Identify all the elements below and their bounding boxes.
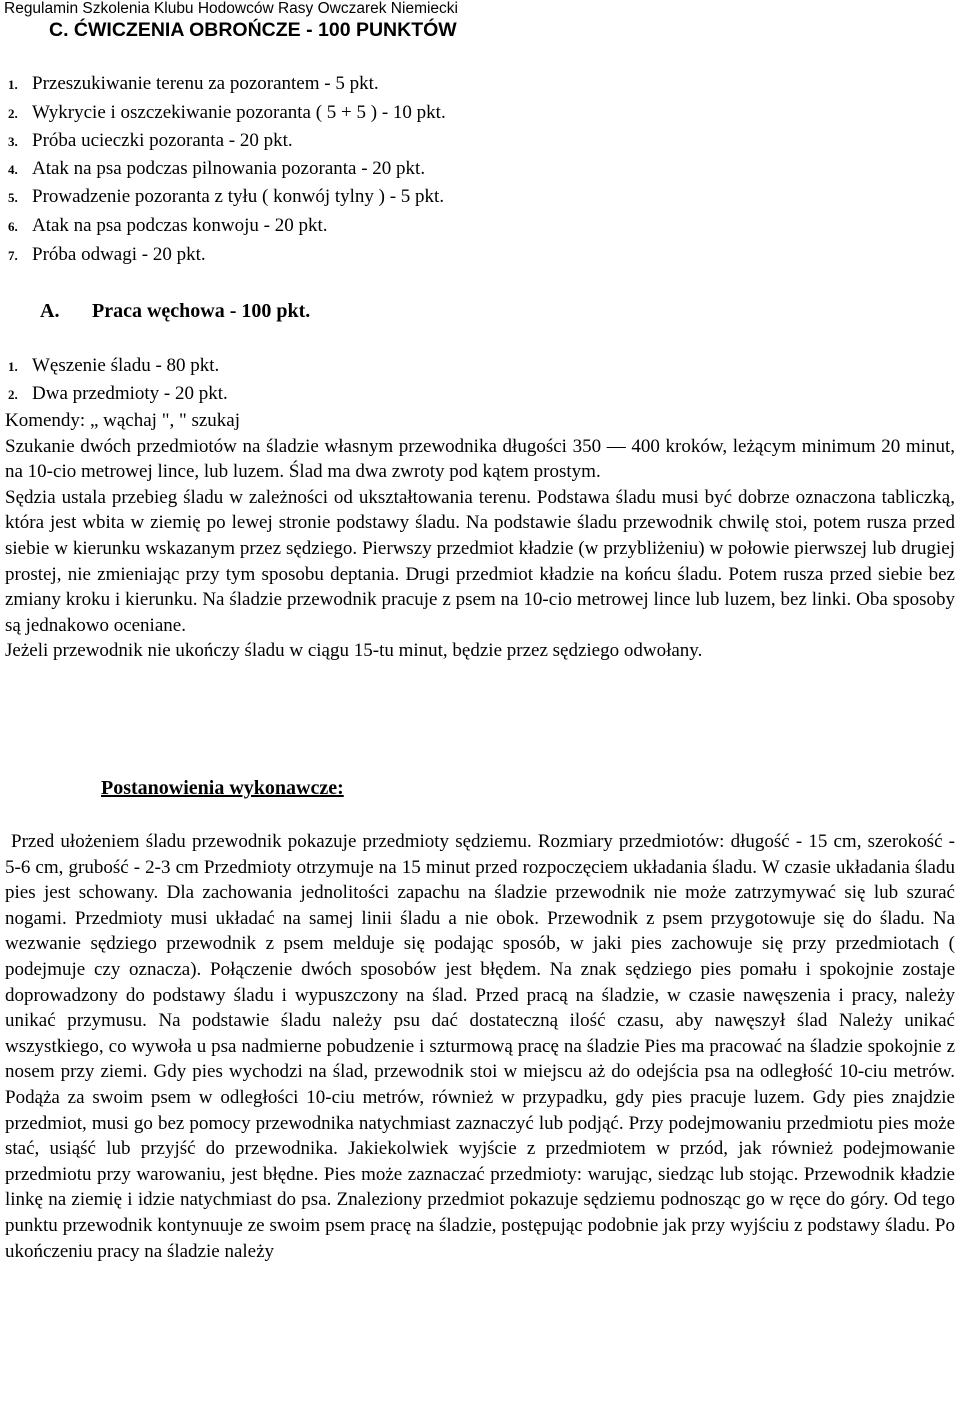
paragraph: Przed ułożeniem śladu przewodnik pokazuje przedmioty sędziemu. Rozmiary przedmiotów: długość - 15 cm, szerokość - 5-6 cm, grubość - 2-3 cm Przedmioty otrzymuje na 15 minut przed rozpoczęciem układania śladu. W czasie układania śladu pies jest schowany. Dla zachowania jednolitości zapachu na śladzie przewodnik nie może zatrzymywać się lub szurać nogami. Przedmioty musi układać na samej linii śladu a nie obok. Przewodnik z psem przygotowuje się do śladu. Na wezwanie sędziego przewodnik z psem melduje się podając sposób, w jaki pies zachowuje się przy przedmiotach ( podejmuje czy oznacza). Połączenie dwóch sposobów jest błędem. Na znak sędziego pies pomału i spokojnie zostaje doprowadzony do podstawy śladu i wypuszczony na ślad. Przed pracą na śladzie, w czasie nawęszenia i pracy, należy unikać przymusu. Na podstawie śladu należy psu dać dostateczną ilość czasu, aby nawęszył ślad Należy unikać wszystkiego, co wywoła u psa nadmierne pobudzenie i szturmową pracę na śladzie Pies ma pracować na śladzie spokojnie z nosem przy ziemi. Gdy pies wychodzi na ślad, przewodnik stoi w miejscu aż do odejścia psa na odległość 10-ciu metrów. Podąża za swoim psem w odległości 10-ciu metrów, również w przypadku, gdy pies pracuje luzem. Gdy pies znajdzie przedmiot, musi go bez pomocy przewodnika natychmiast zaznaczyć lub podjąć. Przy podejmowaniu przedmiotu pies może stać, usiąść lub przyjść do przewodnika. Jakiekolwiek wyjście z przedmiotem w przód, jak również podejmowanie przedmiotu przy warowaniu, jest błędne. Pies może zaznaczać przedmioty: warując, siedząc lub stojąc. Przewodnik kładzie linkę na ziemię i idzie natychmiast do psa. Znaleziony przedmiot pokazuje sędziemu podnosząc go w ręce do góry. Od tego punktu przewodnik kontynuuje ze swoim psem pracę na śladzie, postępując podobnie jak przy wyjściu z podstawy śladu. Po ukończeniu pracy na śladzie należy bbox=[5, 831, 955, 1262]
list-item: 5. Prowadzenie pozoranta z tyłu ( konwój tylny ) - 5 pkt. bbox=[8, 186, 445, 207]
section-a-body bbox=[5, 408, 955, 664]
commands-line: Komendy: „ wąchaj ", " szukaj bbox=[5, 410, 240, 431]
running-header: Regulamin Szkolenia Klubu Hodowców Rasy Owczarek Niemiecki bbox=[4, 0, 458, 17]
postanowienia-body bbox=[5, 829, 955, 1264]
postanowienia-heading: Postanowienia wykonawcze: bbox=[101, 777, 344, 799]
paragraph: Jeżeli przewodnik nie ukończy śladu w ciągu 15-tu minut, będzie przez sędziego odwołany. bbox=[5, 640, 703, 662]
section-a-heading bbox=[40, 298, 310, 324]
section-a-letter: A. bbox=[40, 300, 60, 322]
list-item: 1. Przeszukiwanie terenu za pozorantem - 5 pkt. bbox=[8, 73, 379, 94]
list-item: 2. Wykrycie i oszczekiwanie pozoranta ( 5 + 5 ) - 10 pkt. bbox=[8, 102, 446, 123]
list-item: 7. Próba odwagi - 20 pkt. bbox=[8, 244, 206, 265]
list-item: 3. Próba ucieczki pozoranta - 20 pkt. bbox=[8, 130, 293, 151]
list-item: 6. Atak na psa podczas konwoju - 20 pkt. bbox=[8, 215, 328, 236]
paragraph: Sędzia ustala przebieg śladu w zależności od ukształtowania terenu. Podstawa śladu musi być dobrze oznaczona tabliczką, która jest wbita w ziemię po lewej stronie podstawy śladu. Na podstawie śladu przewodnik chwilę stoi, potem rusza przed siebie w kierunku wskazanym przez sędziego. Pierwszy przedmiot kładzie (w przybliżeniu) w połowie pierwszej lub drugiej prostej, nie zmieniając przy tym sposobu deptania. Drugi przedmiot kładzie na końcu śladu. Potem rusza przed siebie bez zmiany kroku i kierunku. Na śladzie przewodnik pracuje z psem na 10-cio metrowej lince lub luzem, bez linki. Oba sposoby są jednakowo oceniane. bbox=[5, 486, 955, 636]
list-item: 1. Węszenie śladu - 80 pkt. bbox=[8, 355, 220, 376]
section-a-title: Praca węchowa - 100 pkt. bbox=[92, 300, 311, 322]
section-c-title: C. ĆWICZENIA OBROŃCZE - 100 PUNKTÓW bbox=[49, 19, 457, 41]
list-item: 2. Dwa przedmioty - 20 pkt. bbox=[8, 383, 228, 404]
list-item: 4. Atak na psa podczas pilnowania pozoranta - 20 pkt. bbox=[8, 158, 426, 179]
paragraph: Szukanie dwóch przedmiotów na śladzie własnym przewodnika długości 350 — 400 kroków, leżącym minimum 20 minut, na 10-cio metrowej lince, lub luzem. Ślad ma dwa zwroty pod kątem prostym. bbox=[5, 435, 955, 483]
